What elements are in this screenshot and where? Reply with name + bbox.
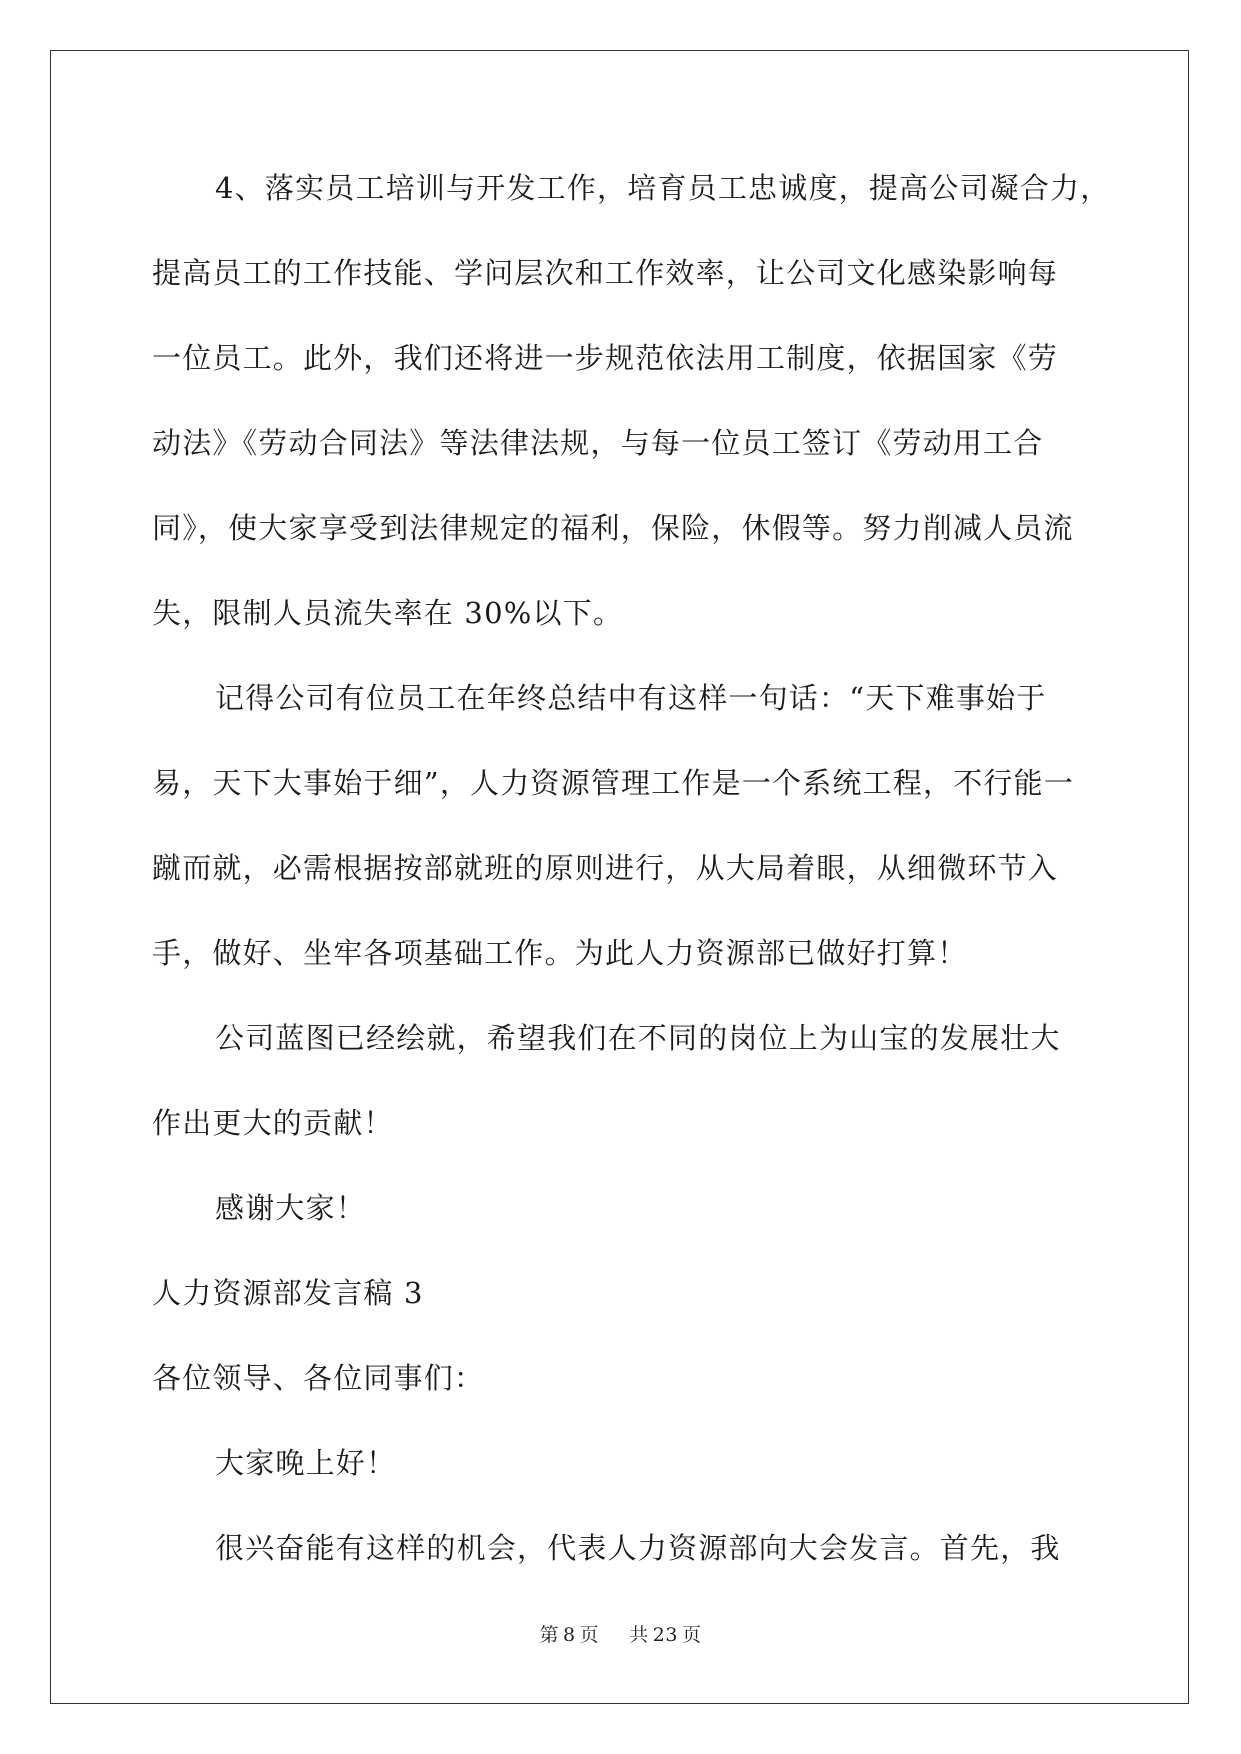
page-footer [0,1620,1241,1647]
footer-prefix: 第 [539,1624,559,1646]
text-line: 作出更大的贡献！ [152,1106,394,1140]
text-line: 4、落实员工培训与开发工作，培育员工忠诚度，提高公司凝合力， [215,171,1111,205]
footer-total-pages: 23 [652,1624,678,1646]
text-line: 很兴奋能有这样的机会，代表人力资源部向大会发言。首先，我 [215,1531,1061,1565]
greeting: 大家晚上好！ [215,1446,397,1480]
section-heading: 人力资源部发言稿 3 [152,1276,424,1310]
footer-current-page: 8 [563,1624,576,1646]
text-line: 动法》《劳动合同法》等法律法规，与每一位员工签订《劳动用工合 [152,426,1044,460]
footer-total-unit: 页 [681,1624,702,1646]
footer-total-prefix: 共 [629,1624,649,1646]
document-body [152,160,1111,1605]
footer-page-unit: 页 [579,1624,600,1646]
text-line: 蹴而就，必需根据按部就班的原则进行，从大局着眼，从细微环节入 [152,851,1059,885]
text-line: 同》，使大家享受到法律规定的福利，保险，休假等。努力削减人员流 [152,511,1074,545]
text-line: 易，天下大事始于细”，人力资源管理工作是一个系统工程，不行能一 [152,766,1075,800]
text-line: 感谢大家！ [215,1191,367,1225]
text-line: 一位员工。此外，我们还将进一步规范依法用工制度，依据国家《劳 [152,341,1059,375]
text-line: 提高员工的工作技能、学问层次和工作效率，让公司文化感染影响每 [152,256,1059,290]
salutation: 各位领导、各位同事们： [152,1361,485,1395]
text-line: 记得公司有位员工在年终总结中有这样一句话：“天下难事始于 [215,681,1047,715]
text-line: 失，限制人员流失率在 30%以下。 [152,596,624,630]
text-line: 公司蓝图已经绘就，希望我们在不同的岗位上为山宝的发展壮大 [215,1021,1061,1055]
text-line: 手，做好、坐牢各项基础工作。为此人力资源部已做好打算！ [152,936,968,970]
